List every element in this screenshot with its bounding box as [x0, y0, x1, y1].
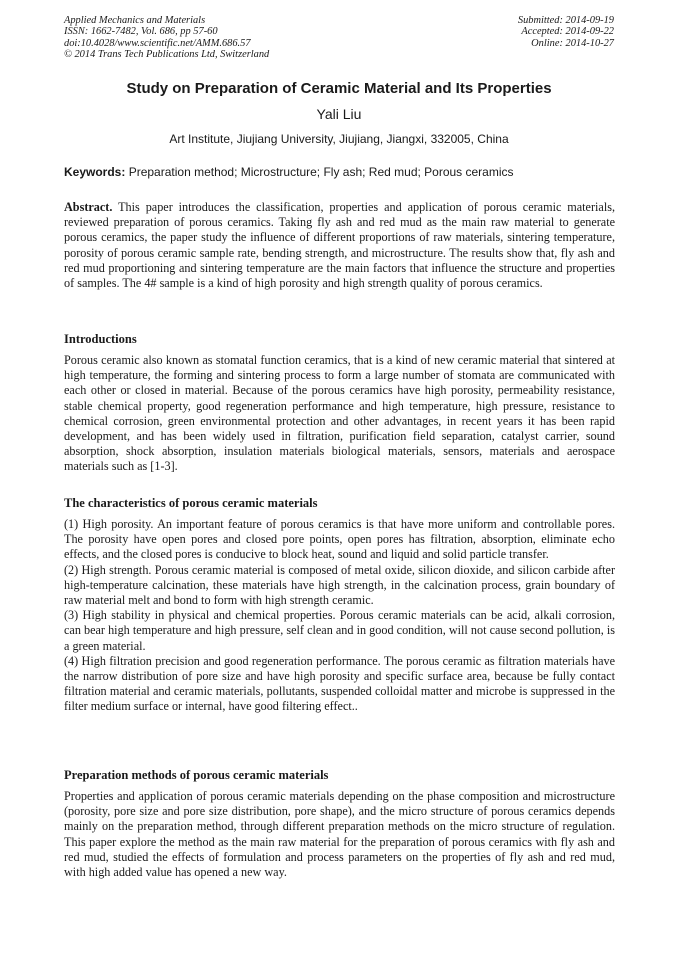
copyright-line: © 2014 Trans Tech Publications Ltd, Switzerland — [64, 48, 270, 60]
journal-name: Applied Mechanics and Materials — [64, 15, 206, 26]
section-heading-preparation-methods: Preparation methods of porous ceramic materials — [64, 768, 329, 782]
publication-info — [64, 15, 269, 60]
online-date: Online: 2014-10-27 — [531, 37, 614, 49]
issn-line: ISSN: 1662-7482, Vol. 686, pp 57-60 — [64, 26, 218, 38]
section-heading-introductions: Introductions — [64, 332, 137, 346]
list-item: (1) High porosity. An important feature of porous ceramics is that have more uniform and controllable pores. The porosity have open pores and closed pore points, open pores has filtration, absorption, eliminate echo effects, and the closed pores is conducive to block heat, sound and liquid and solid particle transfer. — [64, 517, 615, 562]
keywords-text: Preparation method; Microstructure; Fly ash; Red mud; Porous ceramics — [128, 165, 514, 179]
preparation-paragraph: Properties and application of porous ceramic materials depending on the phase composition and microstructure (porosity, pore size and pore size distribution, pore shape), and the micro structure of porous ceramics depends mainly on the preparation method, through different preparation methods on the micro structure of regulation. This paper explore the method as the main raw material for the preparation of porous ceramics with fly ash and red mud, studied the effects of formulation and process parameters on the properties of fly ash and red mud, with high added value has opened a new way. — [64, 789, 615, 880]
abstract-text: This paper introduces the classification, properties and application of porous ceramic materials, reviewed preparation of porous ceramics. Taking fly ash and red mud as the main raw material to generate porous ceramics, the paper study the influence of different proportions of raw materials, sintering temperature, porosity of porous ceramic sample rate, bending strength, and microstructure. The results show that, fly ash and red mud proportioning and sintering temperature are the main factors that influence the structure and properties of samples. The 4# sample is a kind of high porosity and high strength quality of porous ceramics. — [64, 200, 615, 291]
abstract-label: Abstract. — [64, 200, 113, 214]
author-affiliation: Art Institute, Jiujiang University, Jiujiang, Jiangxi, 332005, China — [169, 132, 509, 146]
keywords-line — [64, 165, 616, 179]
section-heading-characteristics: The characteristics of porous ceramic materials — [64, 496, 318, 510]
accepted-date: Accepted: 2014-09-22 — [521, 26, 614, 38]
characteristics-list — [64, 517, 615, 715]
list-item: (3) High stability in physical and chemical properties. Porous ceramic materials can be acid, alkali corrosion, can bear high temperature and high pressure, self clean and in good condition, will not cause second pollution, is a green material. — [64, 608, 615, 653]
doi-line: doi:10.4028/www.scientific.net/AMM.686.57 — [64, 37, 251, 49]
introduction-paragraph: Porous ceramic also known as stomatal function ceramics, that is a kind of new ceramic material that sintered at high temperature, the forming and sintering process to form a large number of stomata are communicated with each other or closed in material. Because of the porous ceramics have high porosity, permeability resistance, stable chemical property, good regeneration performance and high temperature, high pressure, resistance to chemical corrosion, green environmental protection and other advantages, in recent years it has been rapid development, and has been widely used in filtration, purification field separation, catalyst carrier, sound absorption, shock absorption, insulation materials biological materials, sensors, materials and aerospace materials such as [1-3]. — [64, 353, 615, 474]
author-name: Yali Liu — [316, 106, 362, 122]
paper-title: Study on Preparation of Ceramic Material and Its Properties — [126, 80, 552, 97]
publication-dates — [518, 15, 614, 49]
list-item: (4) High filtration precision and good regeneration performance. The porous ceramic as filtration materials have the narrow distribution of pore size and have high porosity and specific surface area, because be fully contact filtration material and ceramic materials, pollutants, suspended colloidal matter and microbe is suppressed in the filter medium surface or internal, have good filtering effect.. — [64, 653, 615, 714]
list-item: (2) High strength. Porous ceramic material is composed of metal oxide, silicon dioxide, and silicon carbide after high-temperature calcination, these materials have high strength, in the calcination process, grain boundary of raw material melt and bond to form with high strength ceramic. — [64, 562, 615, 608]
submitted-date: Submitted: 2014-09-19 — [517, 15, 614, 26]
abstract — [64, 200, 615, 291]
keywords-label: Keywords: — [64, 165, 126, 179]
